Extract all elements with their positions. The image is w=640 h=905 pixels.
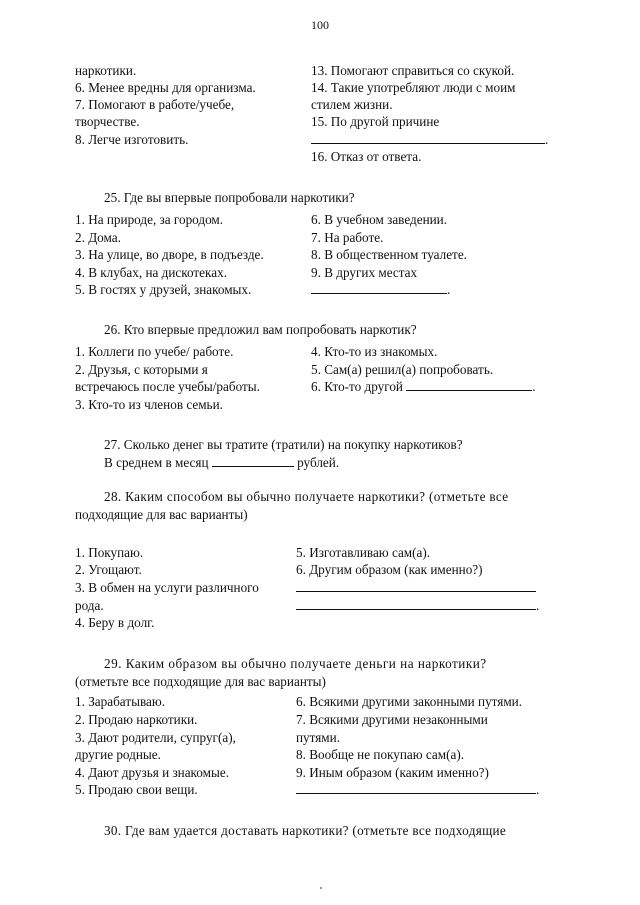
option-text: 15. По другой причине (311, 114, 440, 129)
option-text: 4. Дают друзья и знакомые. (75, 765, 229, 780)
option-text: 7. Помогают в работе/учебе, (75, 97, 235, 112)
question-text: 25. Где вы впервые попробовали наркотики? (104, 190, 355, 205)
option-text: 9. Иным образом (каким именно?) (296, 765, 489, 780)
answer-blank: . (311, 281, 450, 299)
option-text: встречаюсь после учебы/работы. (75, 379, 260, 394)
scan-speck (320, 887, 322, 889)
option-with-blank: 6. Кто-то другой . (311, 379, 536, 394)
option-text: 7. На работе. (311, 230, 384, 245)
option-text: 1. Зарабатываю. (75, 694, 165, 709)
option-text: 2. Угощают. (75, 562, 142, 577)
option-text: 1. На природе, за городом. (75, 212, 224, 227)
question-answer-line (104, 454, 339, 472)
option-text: 5. Сам(а) решил(а) попробовать. (311, 362, 494, 377)
option-text: 13. Помогают справиться со скукой. (311, 63, 515, 78)
question-text: подходящие для вас варианты) (75, 507, 248, 522)
option-text: 5. Изготавливаю сам(а). (296, 545, 431, 560)
question-text: 26. Кто впервые предложил вам попробовать наркотик? (104, 322, 417, 337)
page-number: 100 (311, 18, 329, 32)
option-text: 1. Покупаю. (75, 545, 144, 560)
option-text: 8. В общественном туалете. (311, 247, 467, 262)
answer-prefix: В среднем в месяц (104, 455, 209, 470)
question-text: 28. Каким способом вы обычно получаете наркотики? (отметьте все (104, 489, 509, 504)
option-text: 9. В других местах (311, 265, 418, 280)
answer-blank: . (311, 131, 548, 149)
answer-blank (406, 378, 532, 391)
option-text: 4. Кто-то из знакомых. (311, 344, 438, 359)
option-text: наркотики. (75, 63, 137, 78)
option-text: 3. Дают родители, супруг(а), (75, 730, 236, 745)
option-text: 4. Беру в долг. (75, 615, 155, 630)
question-text: (отметьте все подходящие для вас варианты) (75, 674, 326, 689)
option-text: 6. Менее вредны для организма. (75, 80, 256, 95)
option-text: путями. (296, 730, 341, 745)
option-text: 2. Продаю наркотики. (75, 712, 198, 727)
question-text: 30. Где вам удается доставать наркотики? (отметьте все подходящие (104, 823, 507, 838)
option-text: 16. Отказ от ответа. (311, 149, 422, 164)
option-text: 6. Другим образом (как именно?) (296, 562, 483, 577)
option-text: стилем жизни. (311, 97, 393, 112)
answer-suffix: рублей. (297, 455, 340, 470)
option-text: 3. В обмен на услуги различного (75, 580, 259, 595)
question-text: 29. Каким образом вы обычно получаете деньги на наркотики? (104, 656, 487, 671)
option-text: рода. (75, 598, 104, 613)
question-text: 27. Сколько денег вы тратите (тратили) на покупку наркотиков? (104, 437, 463, 452)
option-text: 8. Вообще не покупаю сам(а). (296, 747, 465, 762)
option-text: другие родные. (75, 747, 161, 762)
option-text: 7. Всякими другими незаконными (296, 712, 488, 727)
option-text: 6. Всякими другими законными путями. (296, 694, 523, 709)
option-text: 3. Кто-то из членов семьи. (75, 397, 223, 412)
option-text: 5. Продаю свои вещи. (75, 782, 198, 797)
answer-blank (296, 579, 536, 597)
option-text: 1. Коллеги по учебе/ работе. (75, 344, 234, 359)
option-text: 4. В клубах, на дискотеках. (75, 265, 227, 280)
option-text: 6. В учебном заведении. (311, 212, 448, 227)
answer-blank (212, 454, 294, 467)
option-text: 14. Такие употребляют люди с моим (311, 80, 516, 95)
answer-blank: . (296, 597, 539, 615)
option-text: 2. Дома. (75, 230, 121, 245)
option-text: 8. Легче изготовить. (75, 132, 189, 147)
answer-blank: . (296, 781, 539, 799)
option-text: 6. Кто-то другой (311, 379, 403, 394)
option-text: 5. В гостях у друзей, знакомых. (75, 282, 252, 297)
option-text: 2. Друзья, с которыми я (75, 362, 208, 377)
option-text: 3. На улице, во дворе, в подъезде. (75, 247, 264, 262)
option-text: творчестве. (75, 114, 140, 129)
